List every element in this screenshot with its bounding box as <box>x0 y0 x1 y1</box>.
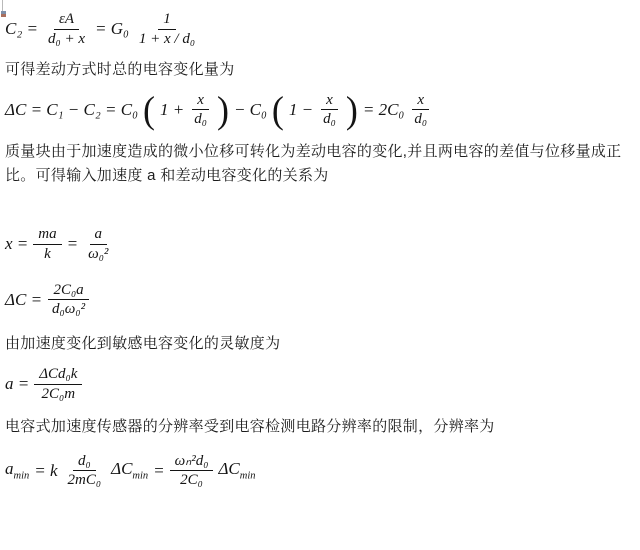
fraction-numerator: ωₙ²d₀ <box>170 452 214 472</box>
fraction <box>33 225 61 264</box>
fraction <box>170 452 214 491</box>
equation-term: $\Delta C_{min}$ <box>218 459 256 482</box>
fraction <box>318 91 341 130</box>
fraction-denominator: 2C₀m <box>41 385 76 402</box>
equation-a <box>5 365 634 404</box>
fraction <box>47 281 90 320</box>
fraction-numerator: x <box>412 91 429 111</box>
equation-term: 1 + <box>159 99 185 119</box>
equation-term: 1 − <box>288 99 314 119</box>
stray-pixel-artifact <box>1 14 6 17</box>
equation-term: = <box>66 234 79 254</box>
equation-x <box>5 225 634 264</box>
right-paren: ) <box>216 88 229 131</box>
fraction-numerator: 2C₀a <box>48 281 88 301</box>
paragraph-mass-displacement: 质量块由于加速度造成的微小位移可转化为差动电容的变化,并且两电容的差值与位移量成正比。可得输入加速度 a 和差动电容变化的关系为 <box>5 143 622 184</box>
fraction <box>43 10 90 49</box>
fraction <box>63 452 107 491</box>
fraction-denominator: d₀ + x <box>47 30 85 47</box>
paragraph-sensitivity: 由加速度变化到敏感电容变化的灵敏度为 <box>5 335 281 352</box>
fraction-numerator: a <box>90 225 108 245</box>
stray-cursor-mark <box>2 0 3 11</box>
fraction-denominator: k <box>44 245 51 262</box>
equation-term: = 2C₀ <box>362 99 405 119</box>
fraction <box>409 91 432 130</box>
fraction-denominator: d₀ <box>194 111 207 128</box>
fraction-denominator: d₀ω₀² <box>52 301 86 318</box>
equation-term: ΔC = <box>5 289 43 309</box>
fraction-denominator: 1 + x / d₀ <box>138 30 196 47</box>
subscript-min: min <box>132 470 149 482</box>
equation-a-min <box>5 452 634 491</box>
equation-term: x = <box>5 234 29 254</box>
right-paren: ) <box>345 88 358 131</box>
fraction <box>34 365 82 404</box>
equation-term: $a_{min}$ <box>5 459 30 482</box>
fraction-numerator: x <box>192 91 209 111</box>
left-paren: ( <box>142 88 155 131</box>
fraction <box>134 10 200 49</box>
equation-term: = <box>153 460 165 480</box>
fraction-denominator: ω₀² <box>88 245 109 262</box>
equation-c2 <box>5 10 634 49</box>
fraction-numerator: d₀ <box>73 452 96 472</box>
fraction-denominator: d₀ <box>323 111 336 128</box>
fraction-numerator: 1 <box>158 10 176 30</box>
equation-term: $\Delta C_{min}$ <box>111 459 149 482</box>
equation-term: = G₀ <box>94 19 129 39</box>
fraction-numerator: x <box>321 91 338 111</box>
equation-delta-c-accel <box>5 281 634 320</box>
fraction <box>189 91 212 130</box>
equation-term: − C₀ <box>233 99 267 119</box>
fraction-numerator: ΔCd₀k <box>34 365 82 385</box>
paragraph-total-change: 可得差动方式时总的电容变化量为 <box>5 60 235 78</box>
equation-term: = k <box>34 460 58 480</box>
equation-term: ΔC = C₁ − C₂ = C₀ <box>5 99 138 119</box>
subscript-min: min <box>239 470 256 482</box>
fraction-numerator: εA <box>54 10 79 30</box>
fraction-denominator: d₀ <box>414 111 428 128</box>
fraction <box>83 225 113 264</box>
fraction-denominator: 2C₀ <box>180 472 203 489</box>
equation-delta-c <box>5 88 634 131</box>
left-paren: ( <box>271 88 284 131</box>
equation-term: C₂ = <box>5 19 38 39</box>
subscript-min: min <box>13 470 30 482</box>
equation-term: a = <box>5 374 30 394</box>
fraction-numerator: ma <box>33 225 61 245</box>
fraction-denominator: 2mC₀ <box>67 472 102 489</box>
paragraph-resolution: 电容式加速度传感器的分辨率受到电容检测电路分辨率的限制，分辨率为 <box>5 417 495 435</box>
